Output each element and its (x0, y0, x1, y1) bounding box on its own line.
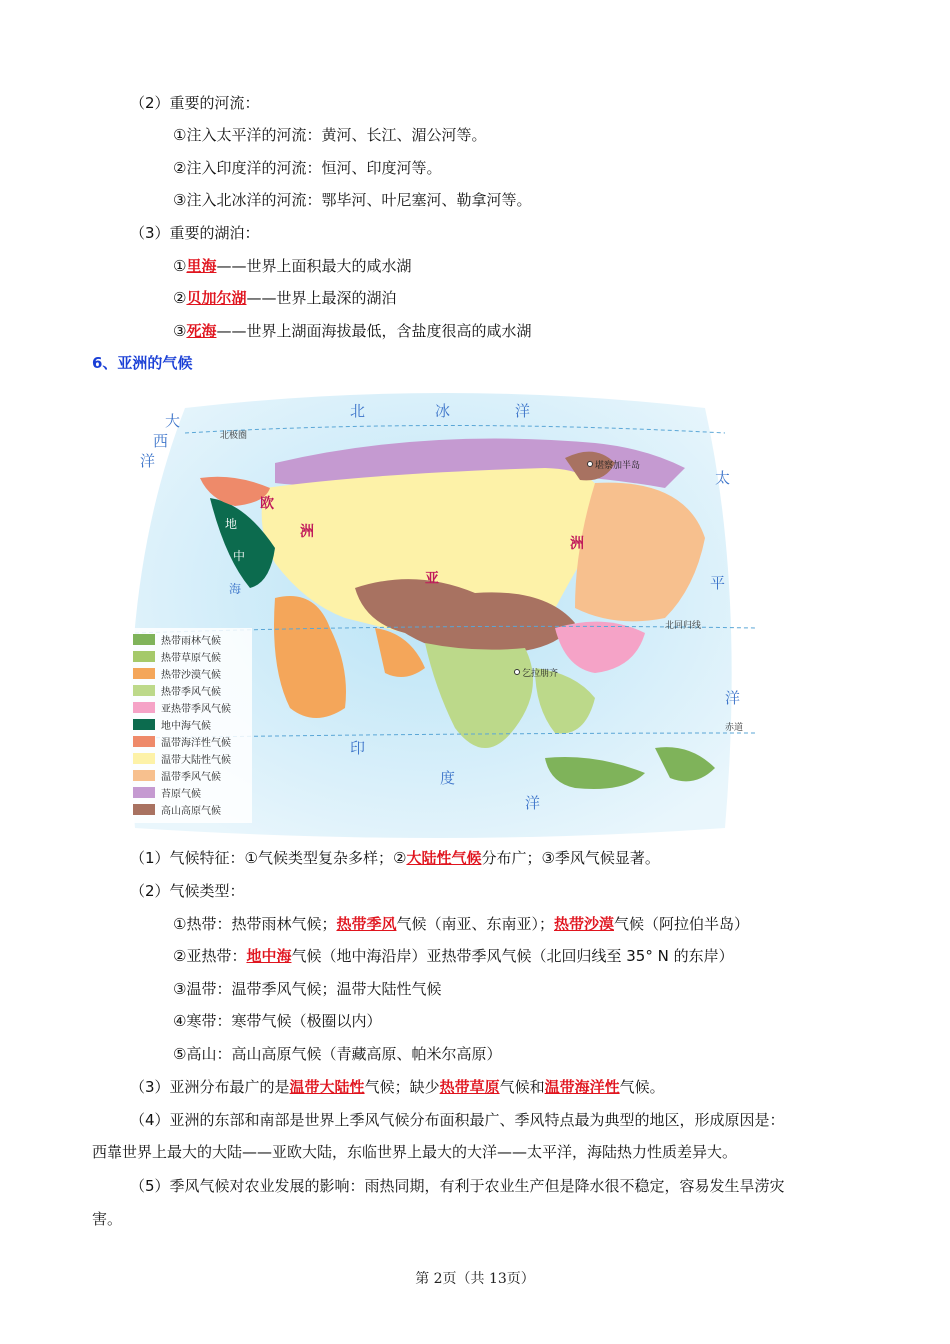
legend-label: 热带雨林气候 (161, 636, 221, 647)
ocean-label-arctic-3: 洋 (515, 402, 531, 420)
ocean-label-atlantic-3: 洋 (140, 452, 156, 470)
tropic-label: 北回归线 (665, 621, 702, 631)
lake-item: ②贝加尔湖——世界上最深的湖泊 (173, 289, 397, 307)
rivers-pacific: ①注入太平洋的河流：黄河、长江、湄公河等。 (173, 126, 487, 144)
sea-label-1: 地 (225, 517, 238, 531)
ocean-label-atlantic-2: 西 (153, 432, 169, 450)
kamchatka-marker (588, 462, 593, 467)
key-term: 热带沙漠 (553, 915, 614, 933)
lake-item: ①里海——世界上面积最大的咸水湖 (173, 257, 412, 275)
continent-label-eu-2: 洲 (300, 524, 314, 540)
climate-temperate: ③温带：温带季风气候；温带大陆性气候 (173, 980, 442, 998)
page-footer: 第 2页（共 13页） (415, 1271, 535, 1287)
legend-label: 亚热带季风气候 (161, 704, 231, 715)
legend-swatch (133, 719, 155, 730)
key-term: 温带大陆性 (289, 1078, 365, 1096)
agriculture-impact-2: 害。 (92, 1210, 123, 1228)
climate-distribution: （3）亚洲分布最广的是温带大陆性气候；缺少热带草原气候和温带海洋性气候。 (130, 1078, 665, 1096)
key-term: 热带季风 (336, 915, 397, 933)
legend-label: 温带季风气候 (161, 772, 221, 783)
legend-swatch (133, 668, 155, 679)
monsoon-reason-2: 西靠世界上最大的大陆——亚欧大陆，东临世界上最大的大洋——太平洋，海陆热力性质差异大。 (92, 1143, 738, 1161)
ocean-label-pacific-2: 平 (710, 574, 726, 592)
legend-swatch (133, 685, 155, 696)
ocean-label-pacific-3: 洋 (725, 689, 741, 707)
legend-swatch (133, 753, 155, 764)
rivers-title: （2）重要的河流： (130, 94, 260, 112)
city-marker (515, 670, 520, 675)
legend-swatch (133, 804, 155, 815)
legend-label: 热带草原气候 (161, 653, 221, 664)
continent-label-as-2: 洲 (570, 536, 584, 552)
ocean-label-atlantic-1: 大 (165, 412, 181, 430)
climate-subtropical: ②亚热带：地中海气候（地中海沿岸）亚热带季风气候（北回归线至 35° N 的东岸） (173, 947, 734, 965)
key-term: 地中海 (246, 947, 292, 965)
agriculture-impact-1: （5）季风气候对农业发展的影响：雨热同期，有利于农业生产但是降水很不稳定，容易发生旱涝灾 (130, 1177, 785, 1195)
climate-types-title: （2）气候类型： (130, 882, 245, 900)
legend-label: 热带季风气候 (161, 687, 221, 698)
lake-key: 贝加尔湖 (186, 289, 247, 307)
legend-swatch (133, 787, 155, 798)
arctic-circle-label: 北极圈 (220, 431, 248, 441)
legend-label: 高山高原气候 (161, 806, 221, 817)
climate-highland: ⑤高山：高山高原气候（青藏高原、帕米尔高原） (173, 1045, 502, 1063)
lake-item: ③死海——世界上湖面海拔最低，含盐度很高的咸水湖 (173, 322, 532, 340)
sea-label-2: 中 (233, 549, 246, 563)
ocean-label-pacific-1: 太 (715, 469, 731, 487)
city-label: 乞拉朋齐 (522, 669, 559, 679)
ocean-label-indian-1: 印 (350, 739, 366, 757)
monsoon-reason-1: （4）亚洲的东部和南部是世界上季风气候分布面积最广、季风特点最为典型的地区，形成原因是： (130, 1111, 785, 1129)
legend-swatch (133, 634, 155, 645)
legend-swatch (133, 651, 155, 662)
lakes-title: （3）重要的湖泊： (130, 224, 260, 242)
key-term: 热带草原 (439, 1078, 500, 1096)
legend-swatch (133, 702, 155, 713)
kamchatka-label: 堪察加半岛 (595, 461, 641, 471)
equator-label: 赤道 (725, 723, 744, 733)
legend-label: 温带海洋性气候 (161, 738, 231, 749)
section-heading: 6、亚洲的气候 (92, 354, 193, 372)
climate-tropical: ①热带：热带雨林气候；热带季风气候（南亚、东南亚）；热带沙漠气候（阿拉伯半岛） (173, 915, 750, 933)
ocean-label-arctic-2: 冰 (435, 402, 451, 420)
rivers-arctic: ③注入北冰洋的河流：鄂毕河、叶尼塞河、勒拿河等。 (173, 191, 532, 209)
ocean-label-indian-3: 洋 (525, 794, 541, 812)
rivers-indian: ②注入印度洋的河流：恒河、印度河等。 (173, 159, 442, 177)
asia-climate-map (125, 388, 765, 838)
legend-swatch (133, 770, 155, 781)
legend-label: 温带大陆性气候 (161, 755, 231, 766)
lake-key: 死海 (186, 322, 217, 340)
continent-label-eu-1: 欧 (260, 496, 274, 512)
legend-label: 热带沙漠气候 (161, 670, 221, 681)
legend-swatch (133, 736, 155, 747)
ocean-label-indian-2: 度 (440, 769, 456, 787)
key-term: 温带海洋性 (544, 1078, 620, 1096)
ocean-label-arctic-1: 北 (350, 402, 366, 420)
climate-feature: （1）气候特征：①气候类型复杂多样；②大陆性气候分布广；③季风气候显著。 (130, 849, 660, 867)
key-term: 大陆性气候 (406, 849, 482, 867)
legend-label: 苔原气候 (161, 789, 201, 800)
continent-label-as-1: 亚 (425, 571, 439, 587)
climate-frigid: ④寒带：寒带气候（极圈以内） (173, 1012, 382, 1030)
sea-label-3: 海 (229, 582, 242, 596)
lake-key: 里海 (186, 257, 217, 275)
legend-label: 地中海气候 (161, 721, 211, 732)
